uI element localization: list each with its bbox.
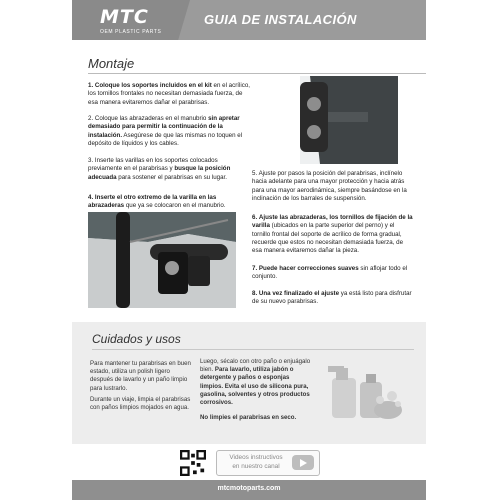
bracket-photo xyxy=(300,76,398,164)
step-2 xyxy=(88,115,250,148)
step-1-number: 1. xyxy=(88,82,94,89)
step-1 xyxy=(88,82,250,107)
step-7 xyxy=(252,265,414,282)
step-6-bold: Ajuste las abrazaderas, los tornillos de fijación de la varilla xyxy=(252,214,413,230)
step-1-text: en el acrílico, los tornillos frontales no necesitan demasiada fuerza, de esa manera evitaremos dañar el parabrisas. xyxy=(88,82,250,106)
step-6-number: 6. xyxy=(252,214,258,221)
step-7-number: 7. xyxy=(252,265,258,272)
step-4-text: que ya se colocaron en el manubrio. xyxy=(124,202,226,210)
step-5-number: 5. xyxy=(252,170,258,177)
care-right-bold: Para lavarlo, utiliza jabón o detergente y paños o esponjas limpios. Evita el uso de silicona pura, gasolina, solventes y otros productos corrosivos. xyxy=(200,366,310,407)
youtube-icon xyxy=(292,455,314,470)
step-3-pre: Inserte las varillas en los soportes colocados previamente en el parabrisas y xyxy=(88,157,218,173)
video-line-2: en nuestro canal xyxy=(232,462,280,470)
care-right-pre: Luego, sécalo con otro paño o enjuágalo bien. xyxy=(200,358,311,374)
care-right-paragraph-1 xyxy=(200,358,314,407)
step-2-number: 2. xyxy=(88,115,94,122)
step-5-text: Ajuste por pasos la posición del parabrisas, inclínelo hacia adelante para una mayor protección y hacia atrás para una mayor aerodinámica, siempre basándose en la inclinación de los barrales de suspensión. xyxy=(252,170,407,202)
footer-website-link[interactable]: mtcmotoparts.com xyxy=(217,485,281,492)
brand-tagline: OEM PLASTIC PARTS xyxy=(100,29,162,35)
step-3-text: para sostener el parabrisas en su lugar. xyxy=(116,173,227,181)
step-8-bold: Una vez finalizado el ajuste xyxy=(258,290,340,297)
clamp-illustration xyxy=(88,212,236,308)
care-divider xyxy=(92,349,414,350)
step-6 xyxy=(252,214,414,255)
care-right-paragraph-2: No limpies el parabrisas en seco. xyxy=(200,414,297,421)
step-2-pre: Coloque las abrazaderas en el manubrio xyxy=(94,115,209,122)
step-7-text: sin aflojar todo el conjunto. xyxy=(252,265,408,281)
step-3-number: 3. xyxy=(88,157,94,164)
qr-code-icon[interactable] xyxy=(180,450,206,476)
step-4-bold: Inserte el otro extremo de la varilla en las abrazaderas xyxy=(88,194,217,210)
step-3 xyxy=(88,157,250,182)
care-title: Cuidados y usos xyxy=(92,332,181,346)
step-6-text: (ubicados en la parte superior del perno) y el tornillo frontal del soporte de acrílico de forma gradual, recuerde que estos no necesitan demasiada fuerza, de esa manera evitaremos dañar la pieza. xyxy=(252,222,404,255)
cleaning-products-icon xyxy=(322,362,408,422)
montaje-divider xyxy=(88,73,426,74)
video-text xyxy=(221,454,291,471)
step-4 xyxy=(88,194,250,211)
page-title: GUIA DE INSTALACIÓN xyxy=(204,12,357,27)
care-left-paragraph-2: Durante un viaje, limpia el parabrisas con paños limpios mojados en agua. xyxy=(90,396,191,412)
video-channel-link[interactable] xyxy=(216,450,320,476)
montaje-title: Montaje xyxy=(88,56,135,71)
step-4-number: 4. xyxy=(88,194,94,201)
care-left-paragraph-1: Para mantener tu parabrisas en buen estado, utiliza un polish ligero después de lavarlo y un paño limpio para lustrarlo. xyxy=(90,360,191,392)
step-1-bold: Coloque los soportes incluidos en el kit xyxy=(94,82,212,89)
brand-logo: MTC xyxy=(100,6,149,28)
step-7-bold: Puede hacer correcciones suaves xyxy=(258,265,359,272)
header-bar xyxy=(72,0,426,40)
clamp-photo xyxy=(88,212,236,308)
step-8 xyxy=(252,290,414,307)
step-2-bold: sin apretar demasiado para permitir la continuación de la instalación. xyxy=(88,115,240,139)
step-3-bold: busque la posición adecuada xyxy=(88,165,231,181)
step-8-number: 8. xyxy=(252,290,258,297)
step-8-text: ya está listo para disfrutar de su nuevo parabrisas. xyxy=(252,290,412,306)
bracket-illustration xyxy=(300,76,398,164)
step-5 xyxy=(252,170,412,203)
video-line-1: Videos instructivos xyxy=(229,454,283,461)
step-2-text: Asegúrese de que las mismas no toquen el depósito de líquidos y los cables. xyxy=(88,131,243,147)
